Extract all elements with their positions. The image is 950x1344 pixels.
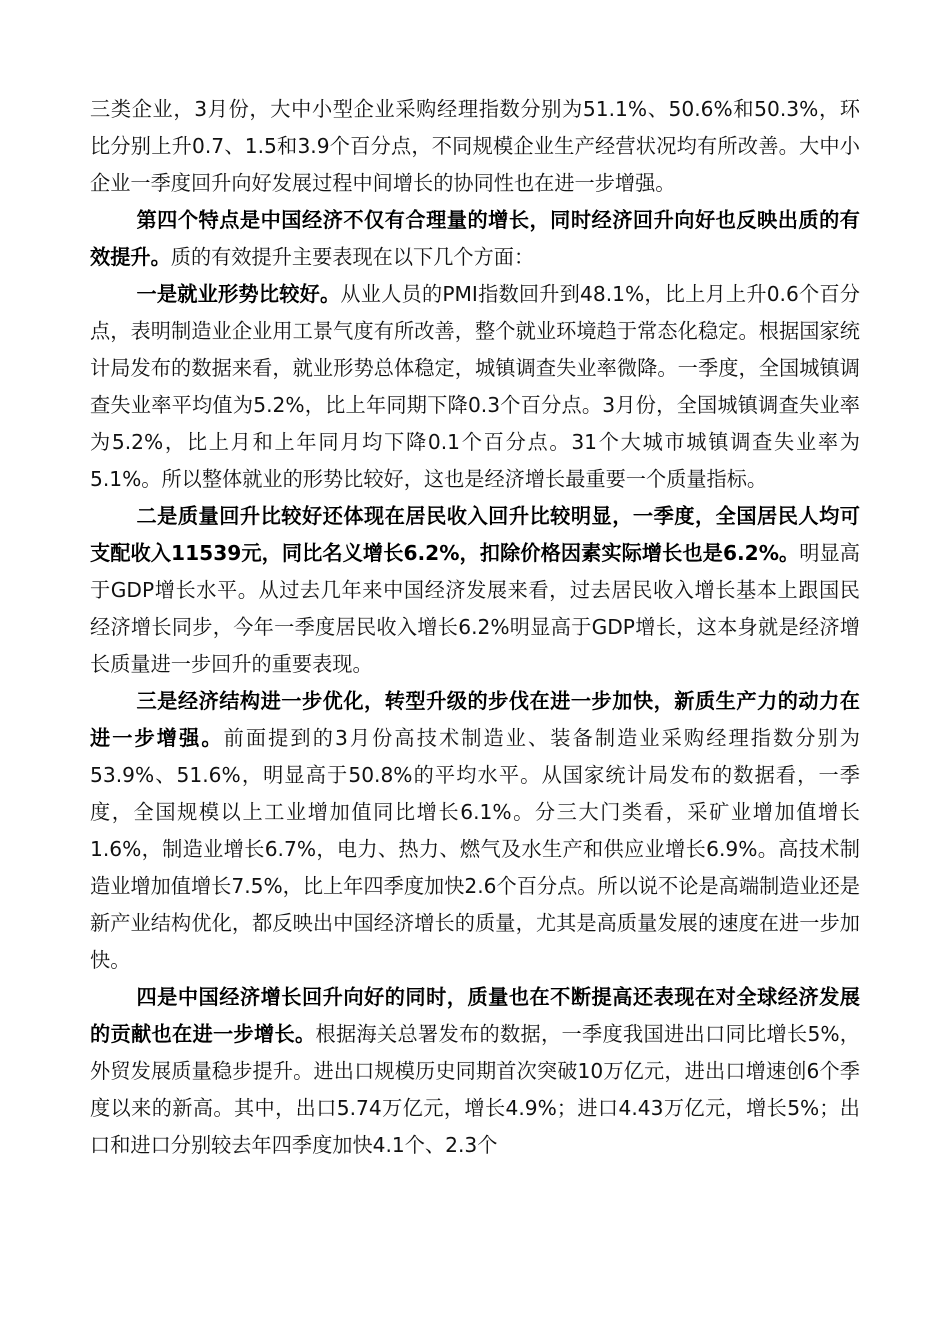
paragraph-6-text: 根据海关总署发布的数据，一季度我国进出口同比增长5%，外贸发展质量稳步提升。进出口规模历史同期首次突破10万亿元，进出口增速创6个季度以来的新高。其中，出口5.74万亿元，增长4.9%；进口4.43万亿元，增长5%；出口和进口分别较去年四季度加快4.1个、2.3个: [90, 1022, 860, 1157]
paragraph-4: [90, 498, 860, 683]
paragraph-3-text: 从业人员的PMI指数回升到48.1%，比上月上升0.6个百分点，表明制造业企业用工景气度有所改善，整个就业环境趋于常态化稳定。根据国家统计局发布的数据来看，就业形势总体稳定，城镇调查失业率微降。一季度，全国城镇调查失业率平均值为5.2%，比上年同期下降0.3个百分点。3月份，全国城镇调查失业率为5.2%，比上月和上年同月均下降0.1个百分点。31个大城市城镇调查失业率为5.1%。所以整体就业的形势比较好，这也是经济增长最重要一个质量指标。: [90, 282, 860, 491]
paragraph-5-bold: 三是经济结构进一步优化，转型升级的步伐在进一步加快，新质生产力的动力在进一步增强。: [90, 689, 860, 750]
paragraph-4-text: 明显高于GDP增长水平。从过去几年来中国经济发展来看，过去居民收入增长基本上跟国民经济增长同步，今年一季度居民收入增长6.2%明显高于GDP增长，这本身就是经济增长质量进一步回升的重要表现。: [90, 541, 860, 676]
paragraph-6: [90, 979, 860, 1164]
paragraph-3-bold: 一是就业形势比较好。: [136, 282, 341, 306]
paragraph-1-text: 三类企业，3月份，大中小型企业采购经理指数分别为51.1%、50.6%和50.3%，环比分别上升0.7、1.5和3.9个百分点，不同规模企业生产经营状况均有所改善。大中小企业一季度回升向好发展过程中间增长的协同性也在进一步增强。: [90, 97, 860, 195]
paragraph-6-bold: 四是中国经济增长回升向好的同时，质量也在不断提高还表现在对全球经济发展的贡献也在进一步增长。: [90, 985, 860, 1046]
paragraph-3: [90, 276, 860, 498]
paragraph-2-bold: 第四个特点是中国经济不仅有合理量的增长，同时经济回升向好也反映出质的有效提升。: [90, 208, 860, 269]
paragraph-2: [90, 202, 860, 276]
paragraph-2-text: 质的有效提升主要表现在以下几个方面：: [170, 245, 535, 269]
paragraph-1: [90, 91, 860, 202]
paragraph-5-text: 前面提到的3月份高技术制造业、装备制造业采购经理指数分别为53.9%、51.6%，明显高于50.8%的平均水平。从国家统计局发布的数据看，一季度，全国规模以上工业增加值同比增长6.1%。分三大门类看，采矿业增加值增长1.6%，制造业增长6.7%，电力、热力、燃气及水生产和供应业增长6.9%。高技术制造业增加值增长7.5%，比上年四季度加快2.6个百分点。所以说不论是高端制造业还是新产业结构优化，都反映出中国经济增长的质量，尤其是高质量发展的速度在进一步加快。: [90, 726, 860, 972]
paragraph-4-bold: 二是质量回升比较好还体现在居民收入回升比较明显，一季度，全国居民人均可支配收入11539元，同比名义增长6.2%，扣除价格因素实际增长也是6.2%。: [90, 504, 860, 565]
paragraph-5: [90, 683, 860, 979]
document-body: [90, 91, 860, 1164]
